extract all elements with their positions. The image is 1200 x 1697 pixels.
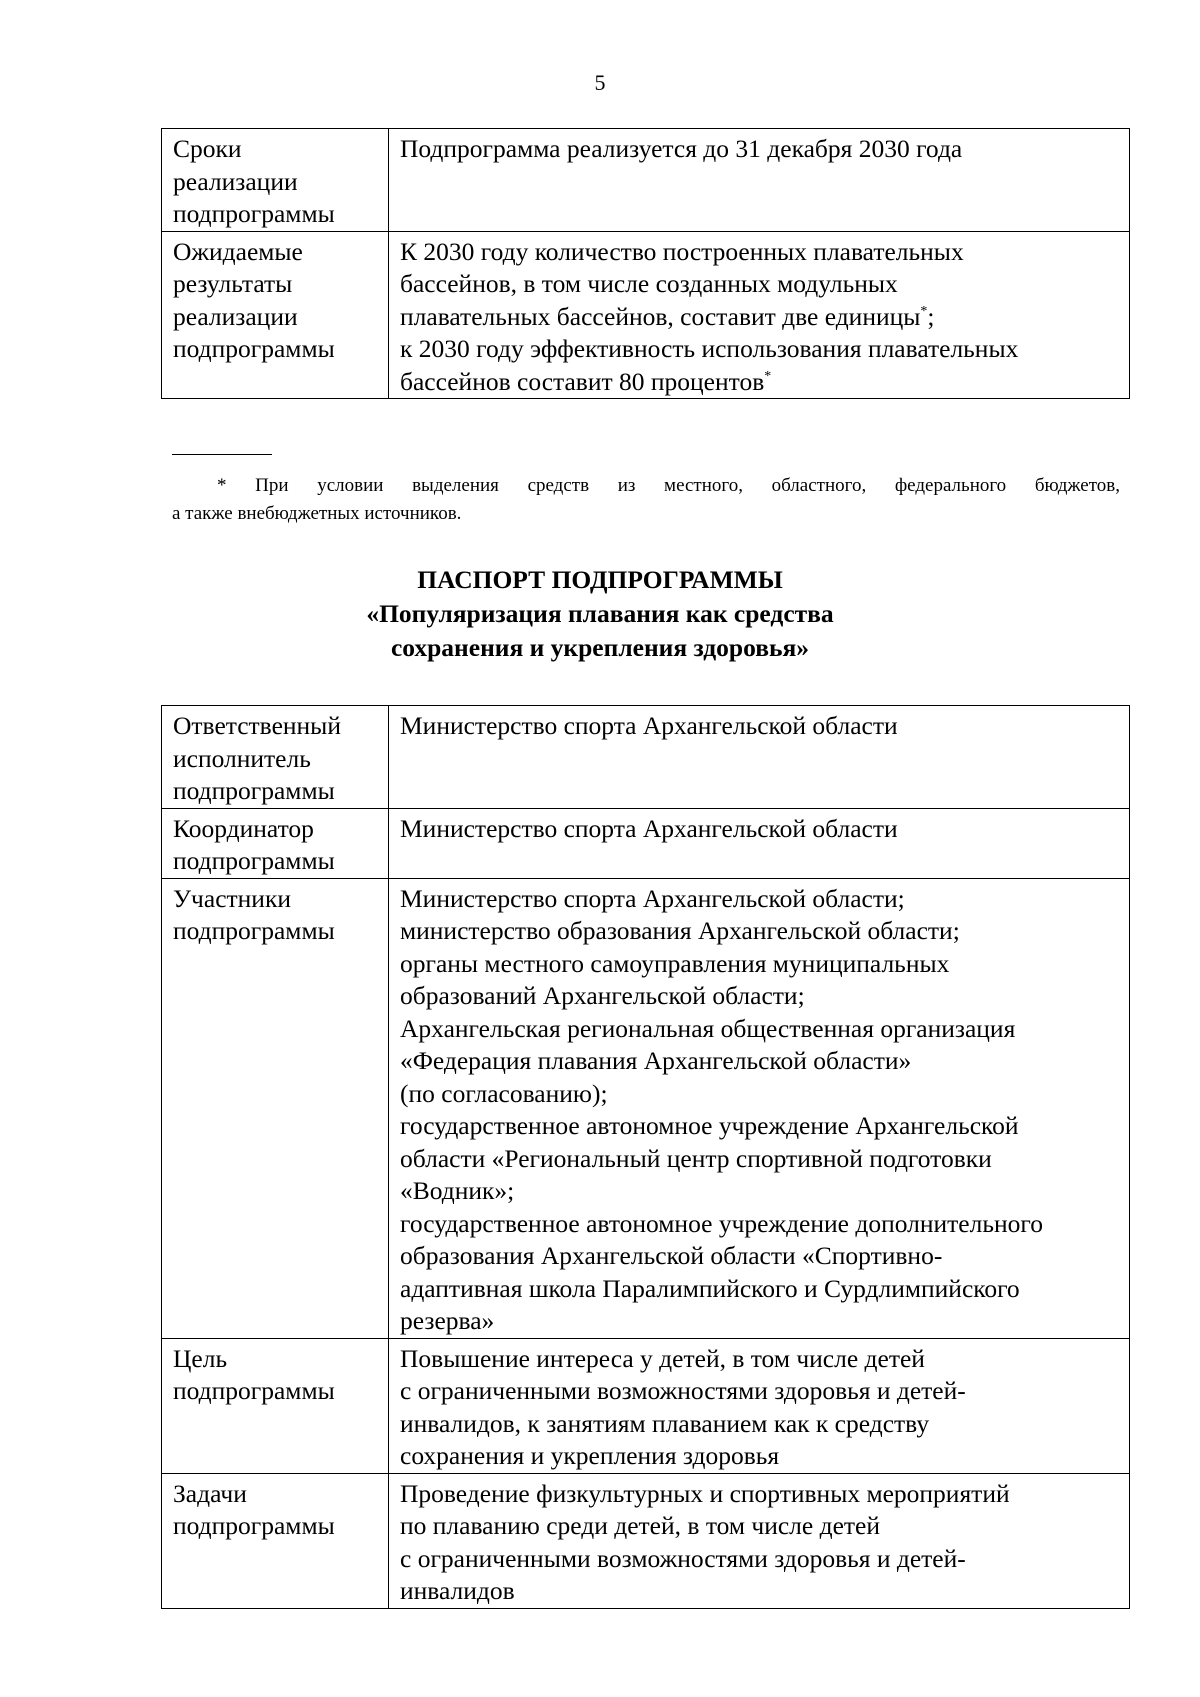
row-label-tasks: Задачи подпрограммы	[162, 1473, 389, 1608]
expected-results-part-1: К 2030 году количество построенных плавательных бассейнов, в том числе созданных модульных плавательных бассейнов, составит две единицы	[400, 236, 964, 331]
passport-title: ПАСПОРТ ПОДПРОГРАММЫ	[417, 565, 783, 594]
table-row	[162, 1338, 1130, 1473]
row-value-implementation-period: Подпрограмма реализуется до 31 декабря 2030 года	[389, 129, 1130, 232]
passport-subtitle-line-2: сохранения и укрепления здоровья»	[390, 633, 810, 662]
row-value-participants: Министерство спорта Архангельской области; министерство образования Архангельской области; органы местного самоуправления муниципальных образований Архангельской области; Архангельская региональная общественная организация «Федерация плавания Архангельской области» (по согласованию); государственное автономное учреждение Архангельской области «Региональный центр спортивной подготовки «Водник»; государственное автономное учреждение дополнительного образования Архангельской области «Спортивно- адаптивная школа Паралимпийского и Сурдлимпийского резерва»	[389, 878, 1130, 1338]
page-number: 5	[594, 70, 606, 95]
footnote-divider	[172, 454, 272, 455]
footnote-mark: *	[920, 303, 928, 319]
table-row	[162, 1473, 1130, 1608]
row-label-implementation-period: Сроки реализации подпрограммы	[162, 129, 389, 232]
subprogram-details-table	[161, 128, 1130, 399]
passport-heading	[0, 563, 1200, 665]
passport-subtitle-line-1: «Популяризация плавания как средства	[366, 599, 834, 628]
row-label-goal: Цель подпрограммы	[162, 1338, 389, 1473]
row-value-expected-results	[389, 231, 1130, 399]
table-row	[162, 878, 1130, 1338]
row-label-participants: Участники подпрограммы	[162, 878, 389, 1338]
footnote-line-2: а также внебюджетных источников.	[172, 503, 462, 524]
row-value-goal: Повышение интереса у детей, в том числе детей с ограниченными возможностями здоровья и детей- инвалидов, к занятиям плаванием как к средству сохранения и укрепления здоровья	[389, 1338, 1130, 1473]
footnote-mark: *	[764, 368, 772, 384]
footnote	[172, 472, 1120, 528]
table-row	[162, 808, 1130, 878]
footnote-line-1: * При условии выделения средств из местного, областного, федерального бюджетов,	[217, 475, 1120, 496]
table-row	[162, 706, 1130, 809]
subprogram-passport-table	[161, 705, 1130, 1609]
row-value-tasks: Проведение физкультурных и спортивных мероприятий по плаванию среди детей, в том числе детей с ограниченными возможностями здоровья и детей- инвалидов	[389, 1473, 1130, 1608]
row-label-coordinator: Координатор подпрограммы	[162, 808, 389, 878]
row-label-responsible-executor: Ответственный исполнитель подпрограммы	[162, 706, 389, 809]
row-value-coordinator: Министерство спорта Архангельской области	[389, 808, 1130, 878]
row-value-responsible-executor: Министерство спорта Архангельской области	[389, 706, 1130, 809]
row-label-expected-results: Ожидаемые результаты реализации подпрограммы	[162, 231, 389, 399]
expected-results-part-2: ; к 2030 году эффективность использования плавательных бассейнов составит 80 процентов	[400, 301, 1019, 396]
table-row	[162, 231, 1130, 399]
table-row	[162, 129, 1130, 232]
